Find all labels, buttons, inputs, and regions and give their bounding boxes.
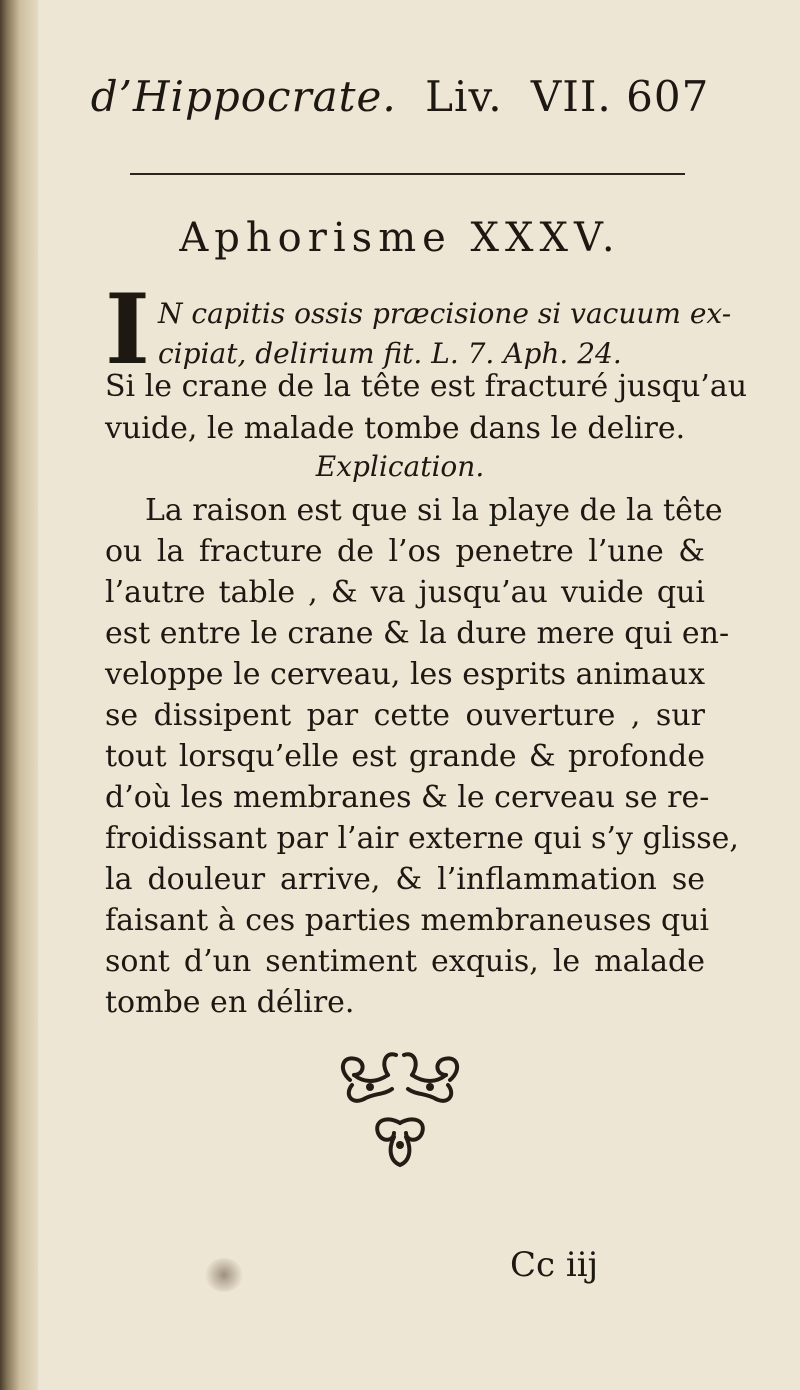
explication-line: froidissant par l’air externe qui s’y glisse,	[105, 821, 739, 856]
explication-line: La raison est que si la playe de la tête	[145, 493, 723, 528]
explication-line: d’où les membranes & le cerveau se re-	[105, 780, 710, 815]
explication-line: est entre le crane & la dure mere qui en-	[105, 616, 730, 651]
fleuron-ornament	[330, 1045, 470, 1175]
explication-line: l’autre table , & va jusqu’au vuide qui	[105, 575, 705, 610]
latin-line: cipiat, delirium fit. L. 7. Aph. 24.	[158, 337, 622, 370]
explication-line: ou la fracture de l’os penetre l’une &	[105, 534, 705, 569]
explication-line: faisant à ces parties membraneuses qui	[105, 903, 710, 938]
page-number: 607	[626, 72, 710, 121]
latin-line: N capitis ossis præcisione si vacuum ex-	[158, 297, 732, 330]
explication-line: veloppe le cerveau, les esprits animaux	[105, 657, 705, 692]
translation-line: Si le crane de la tête est fracturé jusqu’au	[105, 369, 748, 404]
explication-line: sont d’un sentiment exquis, le malade	[105, 944, 705, 979]
explication-line: se dissipent par cette ouverture , sur	[105, 698, 705, 733]
header-rule	[130, 173, 685, 175]
book-number: VII.	[530, 72, 612, 121]
explication-line: tombe en délire.	[105, 985, 355, 1020]
signature-mark: Cc iij	[510, 1245, 599, 1285]
running-title: d’Hippocrate.	[90, 72, 397, 121]
book-label: Liv.	[425, 72, 503, 121]
ink-blot	[205, 1258, 243, 1292]
running-header	[0, 72, 800, 121]
explication-line: la douleur arrive, & l’inflammation se	[105, 862, 705, 897]
translation-line: vuide, le malade tombe dans le delire.	[105, 411, 686, 446]
page-gutter	[0, 0, 38, 1390]
aphorism-title: Aphorisme XXXV.	[179, 215, 621, 261]
explication-heading: Explication.	[315, 450, 485, 483]
explication-line: tout lorsqu’elle est grande & profonde	[105, 739, 705, 774]
drop-cap: I	[105, 273, 150, 386]
